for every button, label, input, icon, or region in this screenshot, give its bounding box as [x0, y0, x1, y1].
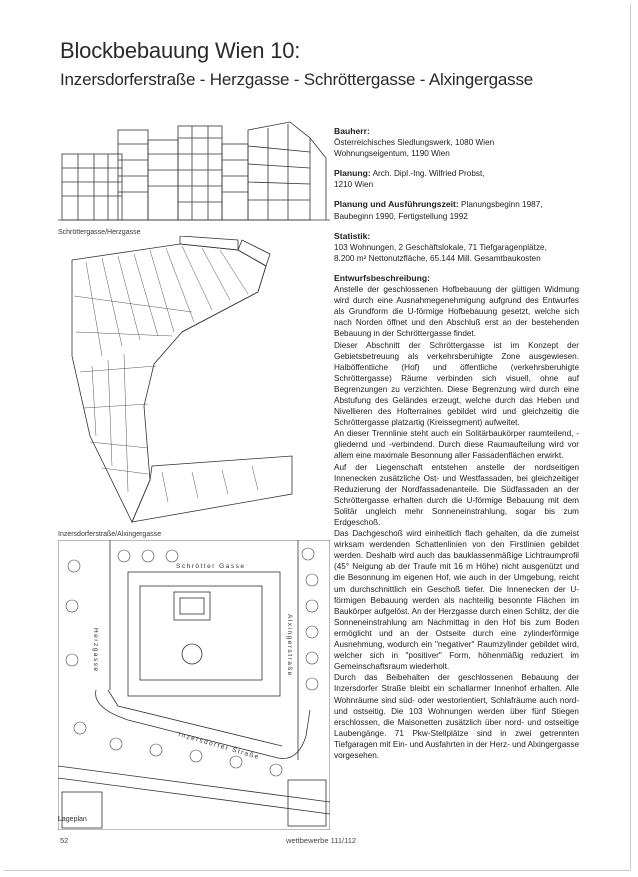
zeit-text: Planungsbeginn 1987, — [461, 200, 543, 210]
entwurf-heading: Entwurfsbeschreibung: — [334, 272, 430, 283]
zeit-heading: Planung und Ausführungszeit: — [334, 199, 459, 210]
zeit-block — [334, 199, 579, 210]
entwurf-paragraph-5: Das Dachgeschoß wird einheitlich flach gehalten, da die zumeist wirksam werdenden Schattenlinien von den Firstlinien gebildet werden. Deshalb wird auch das bauklassenmäßige Lichtraumprofil (45° Neigung ab der Traufe mit 16 m Höhe) nicht ausgenützt und die Besonnung im eigenen Hof, wie auch in der Umgebung, reicht um durchschnittlich ein Geschoß tiefer. Die Innenecken der U-förmigen Bebauung werden als nachteilig besonnte Flächen im Baukörper aufgelöst. An der Herzgasse durch einen Schlitz, der die Sonneneinstrahlung am Nachmittag in den Hof bis zum Boden ermöglicht und an der Ostseite durch eine zylinderförmige Ausnehmung, wodurch ein "negativer" Raumzylinder gebildet wird, welcher sich in "positiver" Form, höhenmäßig reduziert im Gemeinschaftsraum wiederholt. — [334, 529, 579, 672]
entwurf-paragraph-1: Anstelle der geschlossenen Hofbebauung der gültigen Widmung wird durch eine Ausnahmegenehmigung aufgrund des Entwurfes als Grundform die U-förmige Hofbebauung gesetzt, welche sich nach Norden öffnet und den Abschluß erst an der bestehenden Bebauung in der Schröttergasse findet. — [334, 285, 579, 339]
zeit-line-2: Baubeginn 1990, Fertigstellung 1992 — [334, 211, 468, 221]
planung-block — [334, 168, 579, 179]
journal-name: wettbewerbe 111/112 — [286, 836, 357, 845]
statistik-line-2: 8.200 m² Nettonutzfläche, 65.144 Mill. Gesamtbaukosten — [334, 253, 541, 263]
siteplan-street-right: Alxingerstraße — [286, 614, 293, 677]
planung-text: Arch. Dipl.-Ing. Wilfried Probst, — [372, 169, 485, 179]
siteplan-street-left: Herzgasse — [92, 628, 99, 673]
siteplan-caption: Lageplan — [58, 816, 87, 823]
elevation-caption: Schröttergasse/Herzgasse — [58, 229, 141, 236]
entwurf-paragraph-3: An dieser Trennlinie steht auch ein Solitärbaukörper raumteilend, -gliedernd und -verbindend. Durch diese Raumaufteilung wird vor allem eine maximale Besonnung aller Fassadenflächen erwirkt. — [334, 429, 579, 461]
page-number: 52 — [60, 836, 69, 845]
elevation-drawing — [58, 118, 330, 226]
bauherr-heading: Bauherr: — [334, 126, 370, 136]
statistik-line-1: 103 Wohnungen, 2 Geschäftslokale, 71 Tiefgaragenplätze, — [334, 242, 547, 252]
siteplan-street-top: Schrötter Gasse — [176, 563, 246, 570]
page-title: Blockbebauung Wien 10: — [60, 38, 301, 63]
planung-line-2: 1210 Wien — [334, 180, 374, 190]
perspective-drawing — [62, 236, 332, 532]
planung-heading: Planung: — [334, 168, 371, 179]
perspective-caption: Inzersdorferstraße/Alxingergasse — [58, 531, 162, 538]
entwurf-paragraph-6: Durch das Beibehalten der geschlossenen Bebauung der Inzersdorfer Straße bleibt ein schallarmer Innenhof erhalten. Alle Wohnräume sind süd- oder westorientiert, Schlafräume auch nord- und ostseitig. Die 103 Wohnungen werden über fünf Stiegen erschlossen, die Maisonetten zusätzlich über nord- und ostseitige Laubengänge. 71 Pkw-Stellplätze sind in zwei getrennten Tiefgaragen mit Ein- und Ausfahrten in der Herz- und Alxingergasse vorgesehen. — [334, 673, 579, 760]
entwurf-paragraph-4: Auf der Liegenschaft entstehen anstelle der nordseitigen Innenecken zusätzliche Ost- und Westfassaden, bei gleichzeitiger Reduzierung der Nordfassadenanteile. Die Südfassaden an der Schröttergasse erhalten durch die U-förmige Bebauung mit dem Solitär ungleich mehr Sonneneinstrahlung, sogar bis zum Erdgeschoß. — [334, 462, 579, 527]
site-plan — [58, 540, 330, 830]
bauherr-line-2: Wohnungseigentum, 1190 Wien — [334, 149, 450, 159]
info-column — [334, 126, 579, 761]
statistik-heading: Statistik: — [334, 230, 371, 241]
bauherr-line-1: Österreichisches Siedlungswerk, 1080 Wien — [334, 138, 495, 148]
siteplan-street-bottom: Inzersdorfer Straße — [177, 731, 261, 762]
page-subtitle: Inzersdorferstraße - Herzgasse - Schröttergasse - Alxingergasse — [60, 70, 534, 89]
entwurf-paragraph-2: Dieser Abschnitt der Schröttergasse ist im Konzept der Gebietsbetreuung als verkehrsberuhigte Zone ausgewiesen. Halböffentliche (Hof) und öffentliche (verkehrsberuhigte Schröttergasse) Räume verbinden sich visuell, ohne auf Begrenzungen zu verzichten. Diese Begrenzung wird durch eine Abstufung des Geländes erzeugt, welche durch das Heben und Nivellieren des Hofterraines gebildet wird und gleichzeitig die Schröttergasse platzartig (Kreissegment) aufweitet. — [334, 340, 579, 428]
